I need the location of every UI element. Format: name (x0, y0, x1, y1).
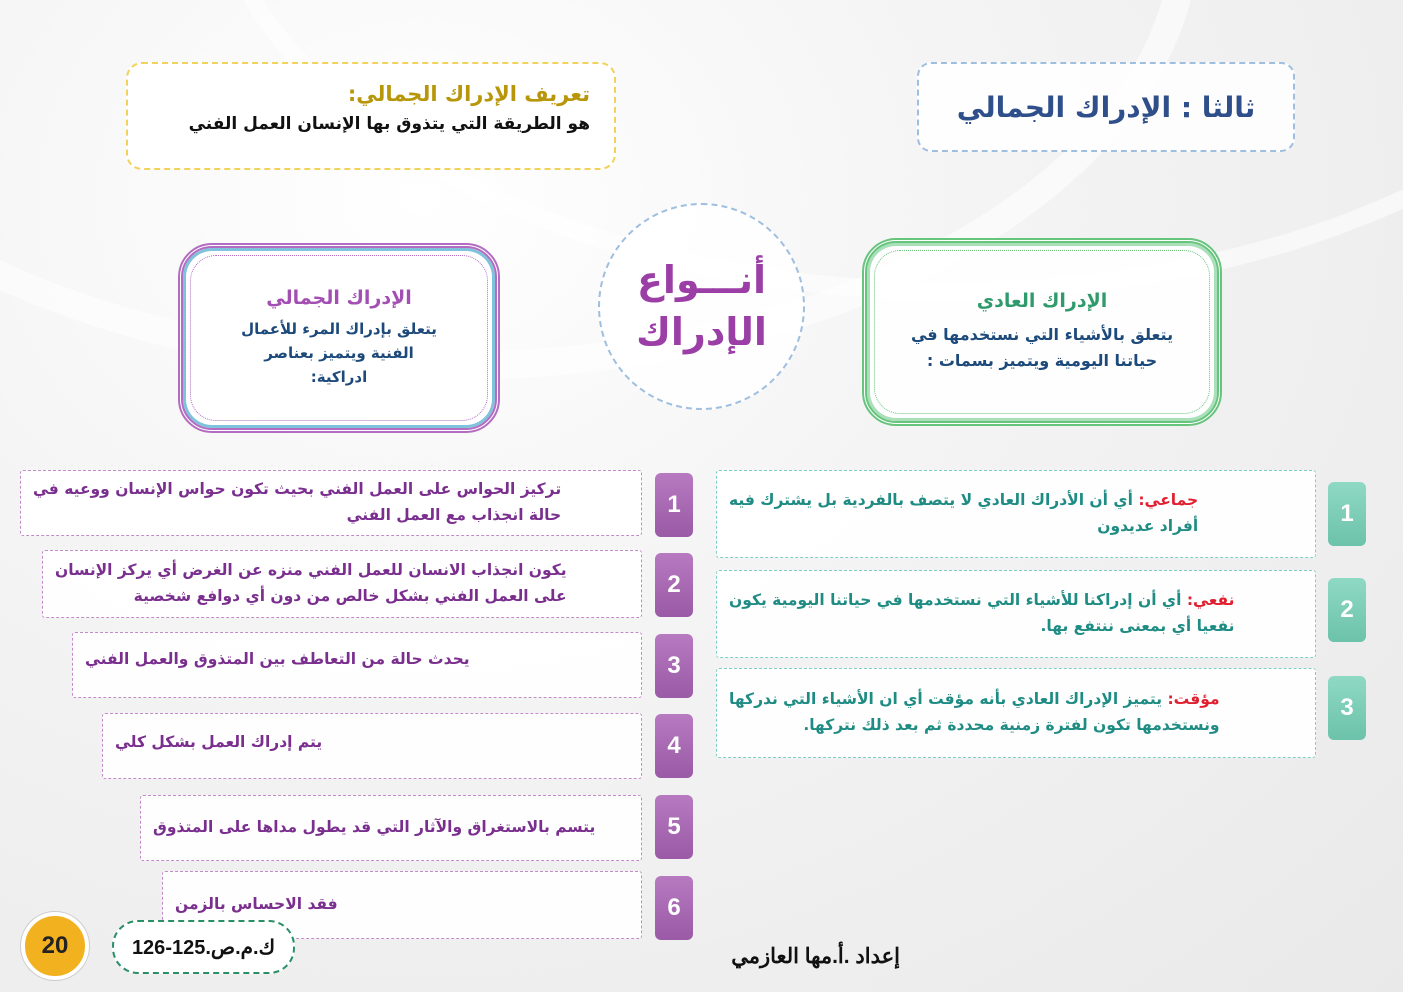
ordinary-perception-line-1: يتعلق بالأشياء التي نستخدمها في (910, 325, 1174, 345)
aesthetic-item-5-line-1: يتسم بالاستغراق والآثار التي قد يطول مداها على المتذوق (153, 818, 596, 837)
ordinary-perception-title: الإدراك العادي (976, 290, 1108, 313)
aesthetic-item-5 (140, 795, 642, 861)
ordinary-item-2-line-2: نفعيا أي بمعنى ننتفع بها. (1040, 617, 1235, 635)
aesthetic-item-2-line-2: على العمل الفني بشكل خالص من دون أي دوافع شخصية (133, 587, 567, 605)
aesthetic-perception-line-3: ادراكية: (310, 368, 368, 386)
aesthetic-item-3-line-1: يحدث حالة من التعاطف بين المتذوق والعمل الفني (85, 650, 470, 668)
ordinary-item-3-line-1: يتميز الإدراك العادي بأنه مؤقت أي ان الأشياء التي ندركها (729, 690, 1163, 709)
definition-box (126, 62, 616, 170)
ordinary-item-3-number: 3 (1328, 676, 1366, 740)
ordinary-item-1 (716, 470, 1316, 558)
ordinary-item-2-label: نفعي: (1186, 591, 1235, 610)
aesthetic-item-3 (72, 632, 642, 698)
aesthetic-item-1 (20, 470, 642, 536)
aesthetic-item-1-number: 1 (655, 473, 693, 537)
aesthetic-perception-line-2: الفنية ويتميز بعناصر (264, 344, 414, 362)
ordinary-item-1-line-1: أي أن الأدراك العادي لا يتصف بالفردية بل يشترك فيه (729, 491, 1133, 510)
ordinary-item-2 (716, 570, 1316, 658)
aesthetic-item-2-line-1: يكون انجذاب الانسان للعمل الفني منزه عن الغرض أي يركز الإنسان (55, 561, 567, 580)
aesthetic-item-4-number: 4 (655, 714, 693, 778)
page-reference: ك.م.ص.125-126 (112, 920, 295, 974)
author-credit: إعداد .أ.مها العازمي (731, 945, 900, 968)
aesthetic-item-6-line-1: فقد الاحساس بالزمن (175, 895, 338, 914)
aesthetic-perception-line-1: يتعلق بإدراك المرء للأعمال (241, 320, 437, 338)
aesthetic-item-4-line-1: يتم إدراك العمل بشكل كلي (115, 733, 323, 751)
aesthetic-item-6-number: 6 (655, 876, 693, 940)
page-number-badge: 20 (21, 912, 89, 980)
ordinary-item-2-line-1: أي أن إدراكنا للأشياء التي نستخدمها في حياتنا اليومية يكون (729, 591, 1182, 610)
aesthetic-item-1-line-1: تركيز الحواس على العمل الفني بحيث تكون حواس الإنسان ووعيه في (33, 480, 562, 499)
section-title-box (917, 62, 1295, 152)
ordinary-item-1-number: 1 (1328, 482, 1366, 546)
perception-types-circle (598, 203, 805, 410)
section-title: ثالثا : الإدراك الجمالي (956, 90, 1256, 124)
aesthetic-perception-title: الإدراك الجمالي (266, 287, 412, 309)
ordinary-perception-frame (862, 238, 1222, 426)
ordinary-item-3-line-2: ونستخدمها تكون لفترة زمنية محددة ثم بعد ذلك نتركها. (803, 716, 1220, 734)
aesthetic-item-2-number: 2 (655, 553, 693, 617)
aesthetic-perception-frame (178, 243, 500, 433)
ordinary-item-1-label: جماعي: (1138, 491, 1199, 510)
definition-body: هو الطريقة التي يتذوق بها الإنسان العمل الفني (188, 114, 590, 134)
aesthetic-item-2 (42, 550, 642, 618)
aesthetic-item-5-number: 5 (655, 795, 693, 859)
aesthetic-item-3-number: 3 (655, 634, 693, 698)
ordinary-item-2-number: 2 (1328, 578, 1366, 642)
aesthetic-item-1-line-2: حالة انجذاب مع العمل الفني (346, 506, 562, 524)
aesthetic-item-4 (102, 713, 642, 779)
ordinary-perception-line-2: حياتنا اليومية ويتميز بسمات : (926, 351, 1158, 370)
ordinary-item-3-label: مؤقت: (1167, 690, 1220, 709)
circle-line-1: أنـــواع (636, 258, 767, 303)
ordinary-item-3 (716, 668, 1316, 758)
definition-title: تعريف الإدراك الجمالي: (347, 82, 590, 106)
circle-line-2: الإدراك (636, 309, 767, 354)
ordinary-item-1-line-2: أفراد عديدون (1097, 517, 1199, 535)
